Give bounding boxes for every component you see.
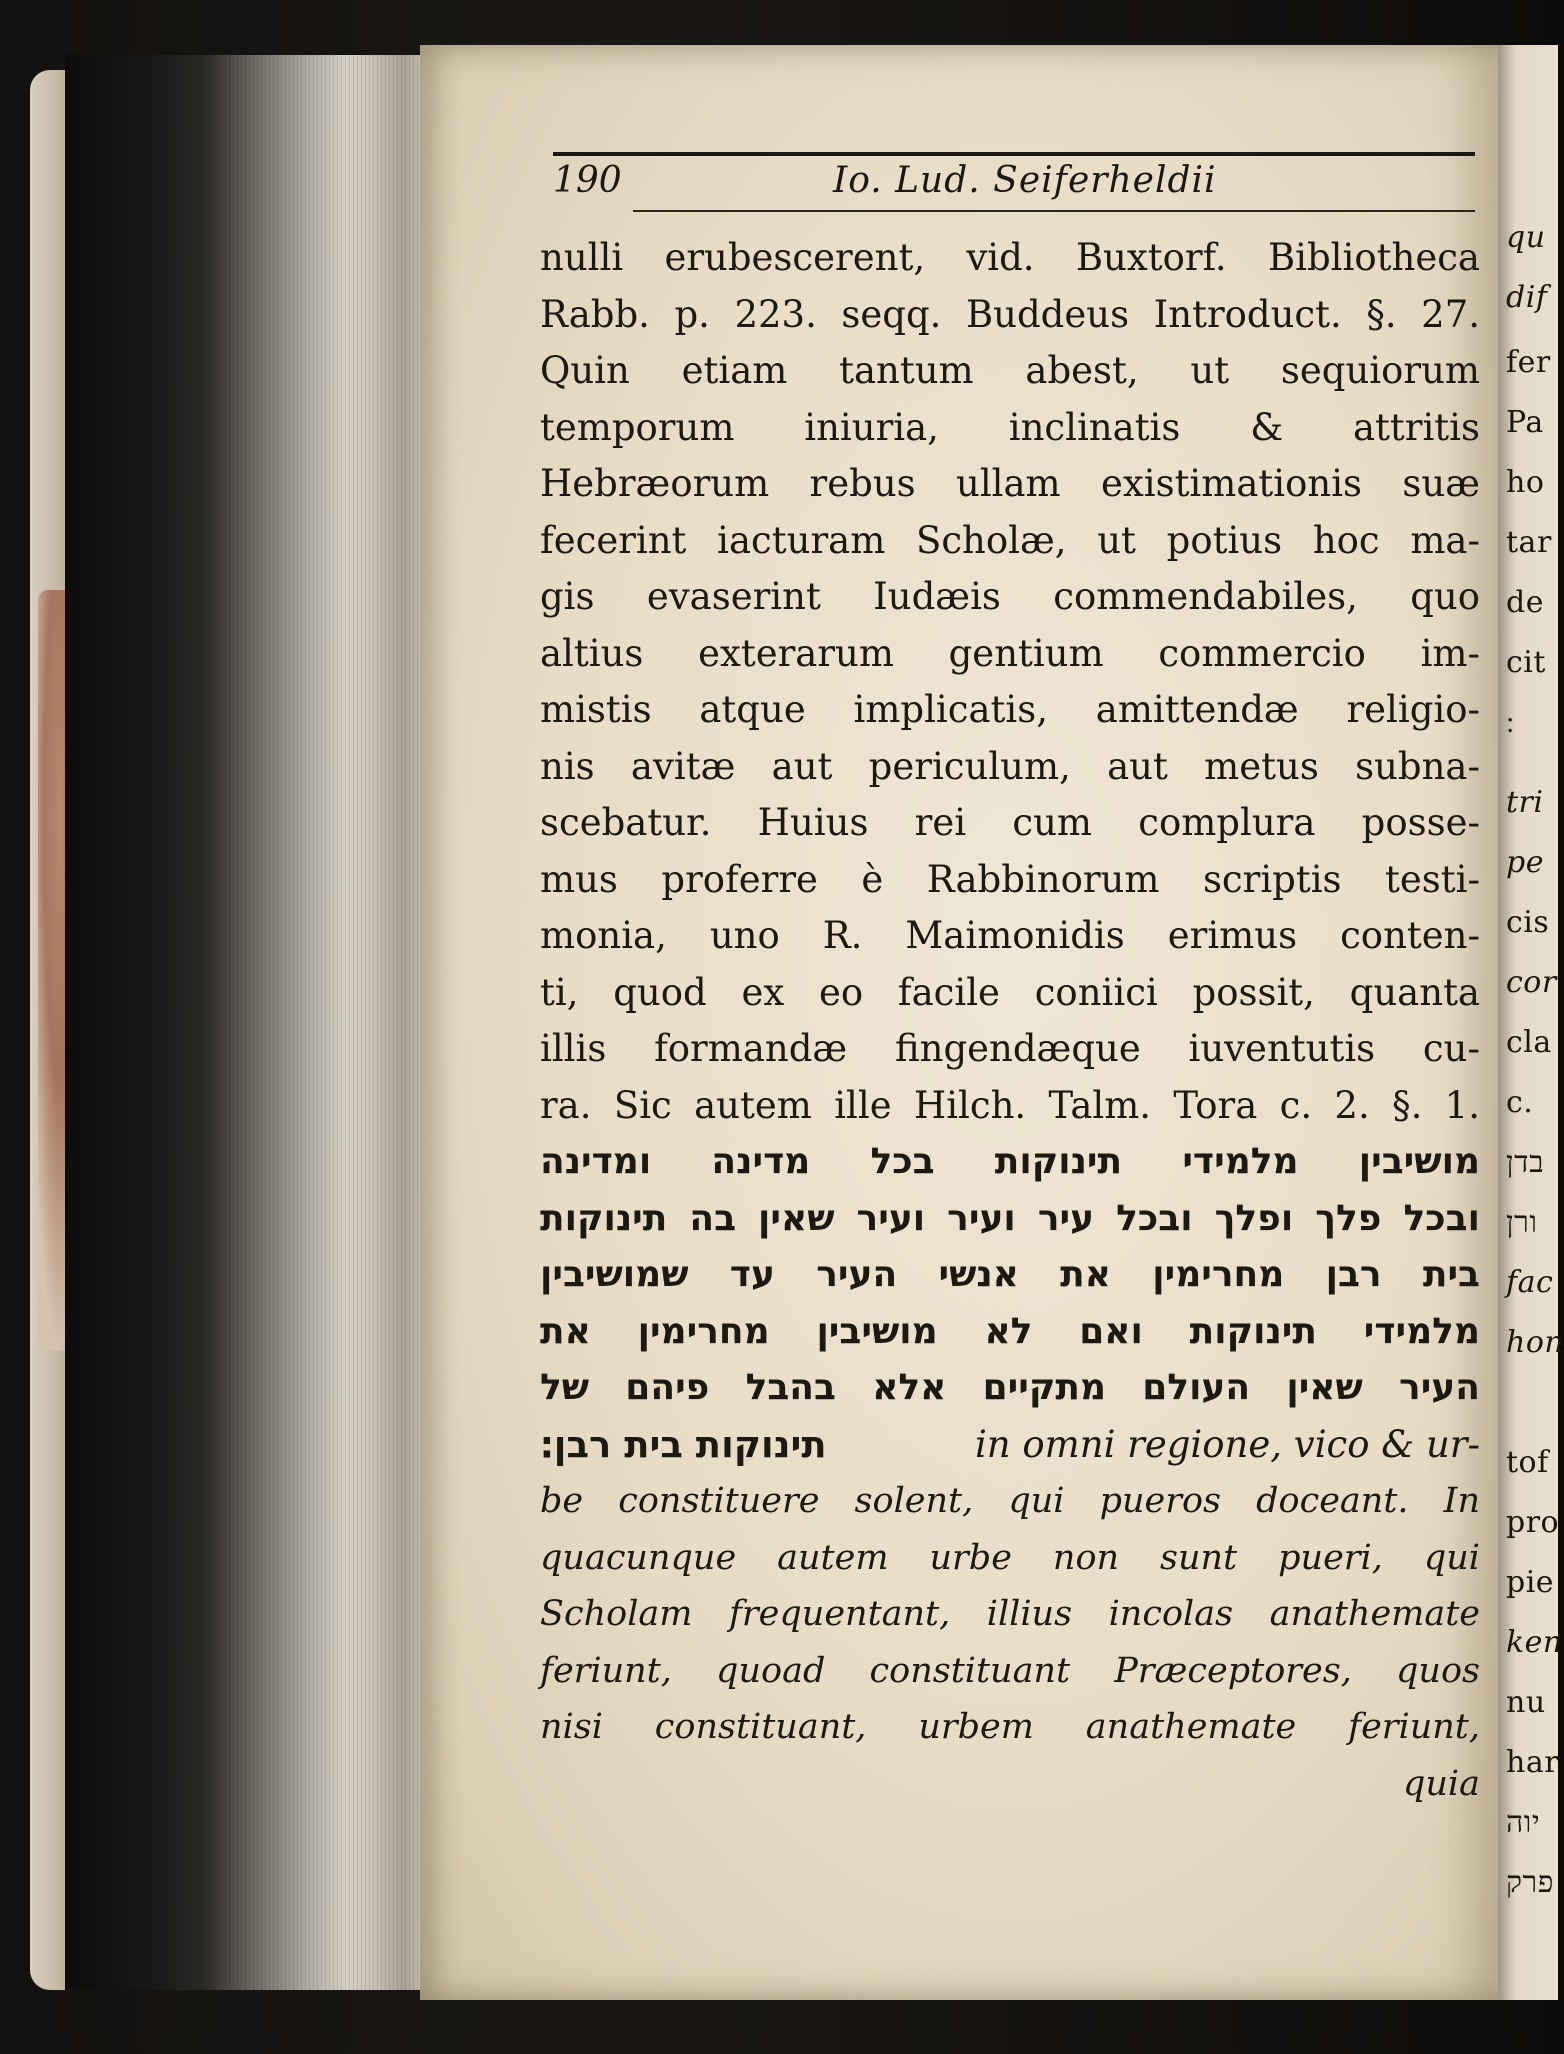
next-page-fragment: cla <box>1506 1025 1552 1060</box>
hebrew-line: בית רבן מחרימין את אנשי העיר עד שמושיבין <box>540 1254 1480 1295</box>
next-page-fragment: cit <box>1506 645 1546 680</box>
next-page-fragment: tof <box>1506 1445 1549 1480</box>
page-number: 190 <box>553 160 622 201</box>
page-body-text <box>540 230 1480 1812</box>
hebrew-line: ובכל פלך ופלך ובכל עיר ועיר ועיר שאין בה תינוקות <box>540 1197 1480 1239</box>
next-page-fragment: fer <box>1506 345 1551 380</box>
next-page-fragment: qu <box>1506 220 1546 255</box>
adjacent-page-strip <box>1498 45 1564 2000</box>
italic-line: nisi constituant, urbem anathemate feriunt, <box>540 1707 1480 1747</box>
next-page-fragment: יוה <box>1506 1805 1541 1840</box>
next-page-fragment: c. <box>1506 1085 1534 1120</box>
next-page-fragment: hon <box>1506 1325 1564 1360</box>
next-page-fragment: har <box>1506 1745 1560 1780</box>
latin-translation-start: in omni regione, vico & ur- <box>974 1422 1480 1466</box>
text-line: mus proferre è Rabbinorum scriptis testi- <box>540 857 1480 901</box>
italic-line: be constituere solent, qui pueros doceant. In <box>540 1481 1480 1521</box>
next-page-fragment: ׃ <box>1506 705 1507 740</box>
text-line: scebatur. Huius rei cum complura posse- <box>540 801 1480 844</box>
next-page-fragment: בדן <box>1506 1145 1545 1180</box>
italic-line: Scholam frequentant, illius incolas anathemate <box>540 1594 1480 1634</box>
text-line: Hebræorum rebus ullam existimationis suæ <box>540 462 1480 505</box>
page-edges <box>65 55 425 1990</box>
text-line: temporum iniuria, inclinatis & attritis <box>540 405 1480 449</box>
next-page-fragment: ורן <box>1506 1205 1538 1240</box>
hebrew-phrase: תינוקות בית רבן׃ <box>540 1422 827 1466</box>
hebrew-line: העיר שאין העולם מתקיים אלא בהבל פיהם של <box>540 1367 1480 1408</box>
text-line: illis formandæ fingendæque iuventutis cu- <box>540 1027 1480 1070</box>
next-page-fragment: cis <box>1506 905 1550 940</box>
mixed-line <box>540 1417 1480 1474</box>
next-page-fragment: dif <box>1506 280 1548 315</box>
text-line: ti, quod ex eo facile coniici possit, quanta <box>540 970 1480 1014</box>
next-page-fragment: tri <box>1506 785 1544 820</box>
next-page-fragment: nu <box>1506 1685 1546 1720</box>
header-rule-bottom <box>633 210 1475 212</box>
next-page-fragment: פרק <box>1506 1865 1555 1900</box>
text-line: gis evaserint Iudæis commendabiles, quo <box>540 575 1480 618</box>
hebrew-line: מלמידי תינוקות ואם לא מושיבין מחרימין את <box>540 1310 1480 1352</box>
page-header <box>553 160 1475 210</box>
italic-line: feriunt, quoad constituant Præceptores, quos <box>540 1650 1480 1691</box>
next-page-fragment: cor <box>1506 965 1557 1000</box>
header-rule-top <box>553 152 1475 156</box>
italic-line: quacunque autem urbe non sunt pueri, qui <box>540 1537 1480 1578</box>
next-page-fragment: tar <box>1506 525 1552 560</box>
text-line: ra. Sic autem ille Hilch. Talm. Tora c. 2. §. 1. <box>540 1083 1480 1127</box>
running-title: Io. Lud. Seiferheldii <box>833 160 1217 201</box>
text-line: mistis atque implicatis, amittendæ religio- <box>540 688 1480 731</box>
text-line: Rabb. p. 223. seqq. Buddeus Introduct. §. 27. <box>540 292 1480 336</box>
next-page-fragment: Pa <box>1506 405 1544 440</box>
next-page-fragment: pie <box>1506 1565 1555 1600</box>
next-page-fragment: fac <box>1506 1265 1554 1300</box>
next-page-fragment: pe <box>1506 845 1544 880</box>
text-line: fecerint iacturam Scholæ, ut potius hoc ma- <box>540 518 1480 562</box>
text-line: monia, uno R. Maimonidis erimus conten- <box>540 914 1480 957</box>
text-line: nulli erubescerent, vid. Buxtorf. Bibliotheca <box>540 236 1480 279</box>
next-page-fragment: de <box>1506 585 1544 620</box>
text-line: altius exterarum gentium commercio im- <box>540 631 1480 675</box>
hebrew-line: מושיבין מלמידי תינוקות בכל מדינה ומדינה <box>540 1141 1480 1182</box>
text-line: nis avitæ aut periculum, aut metus subna- <box>540 744 1480 788</box>
next-page-fragment: pro <box>1506 1505 1560 1540</box>
next-page-fragment: ken <box>1506 1625 1563 1660</box>
next-page-fragment: ho <box>1506 465 1545 500</box>
text-line: Quin etiam tantum abest, ut sequiorum <box>540 349 1480 392</box>
catchword: quia <box>1402 1763 1480 1804</box>
